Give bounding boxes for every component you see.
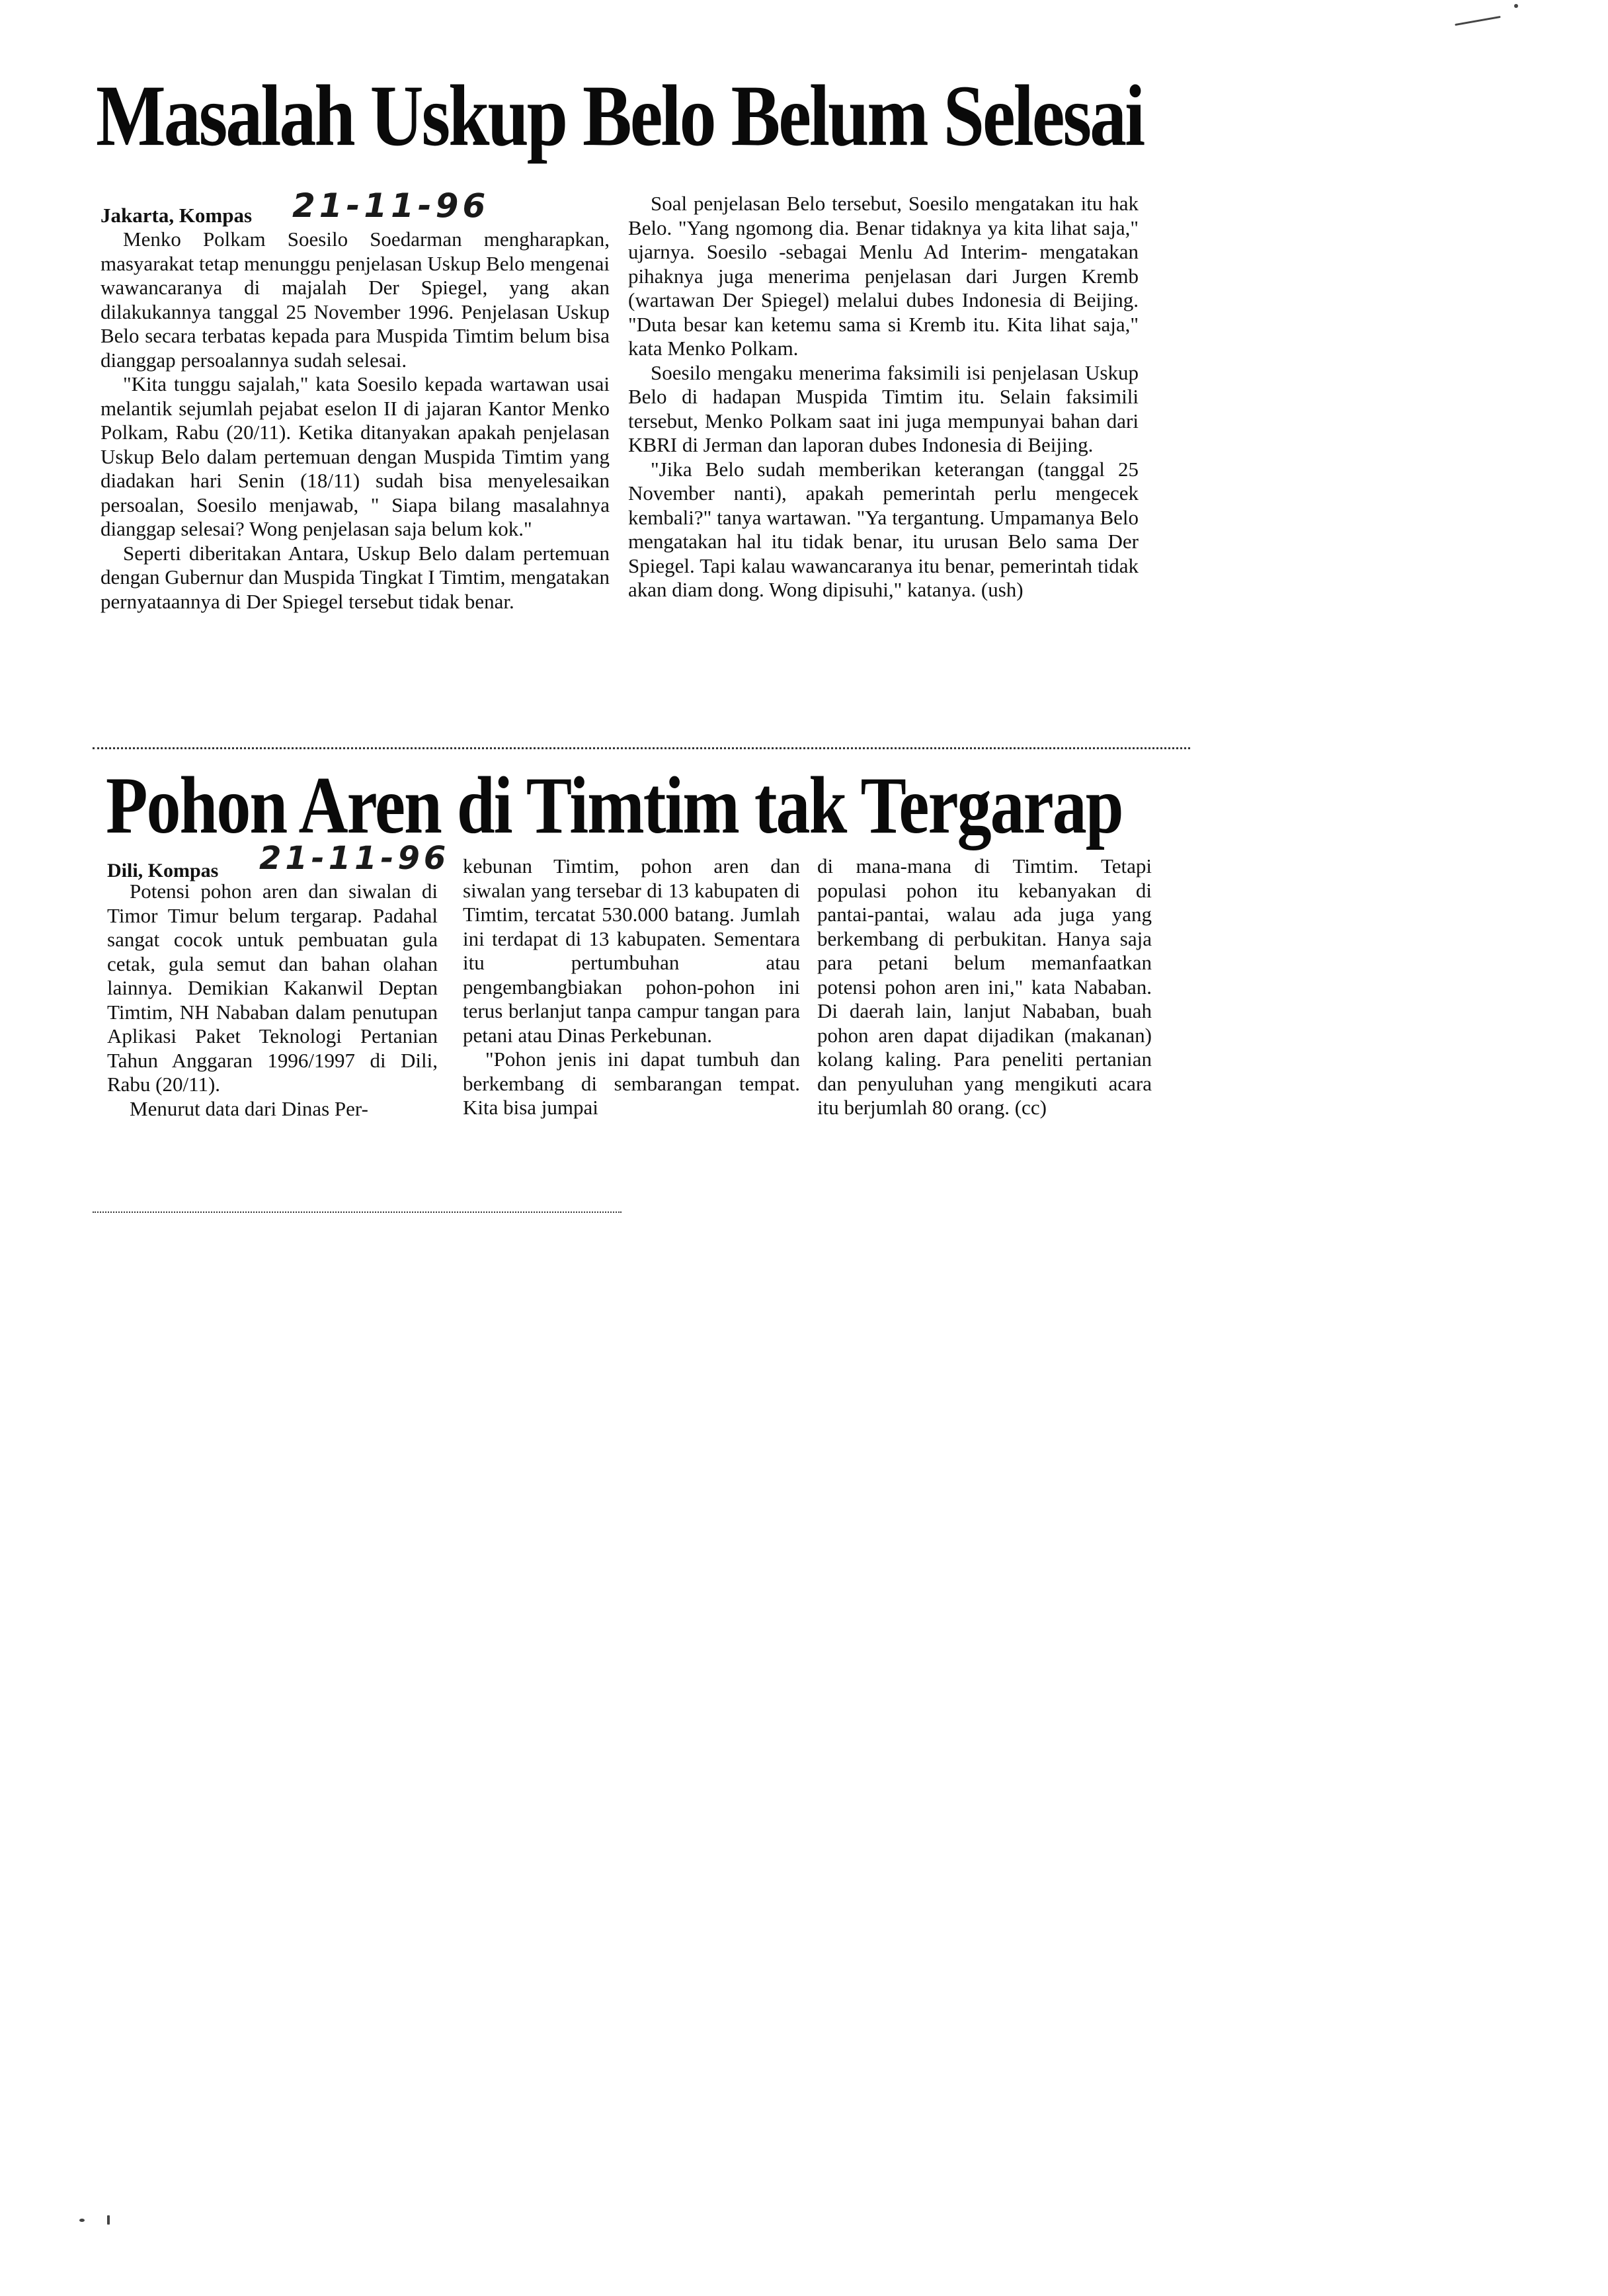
paragraph: Soesilo mengaku menerima faksimili isi penjelasan Uskup Belo di hadapan Muspida Timtim itu. Selain faksimili tersebut, Menko Polkam saat ini juga mempunyai bahan dari KBRI di Jerman dan laporan dubes Indonesia di Beijing.	[628, 360, 1139, 456]
handwritten-date: 21-11-96	[259, 840, 450, 877]
paragraph: kebunan Timtim, pohon aren dan siwalan yang tersebar di 13 kabupaten di Timtim, tercatat 530.000 batang. Jumlah ini terdapat di 13 kabupaten. Sementara itu pertumbuhan atau pengembangbiakan pohon-pohon ini terus berlanjut tanpa campur tangan para petani atau Dinas Perkebunan.	[463, 854, 800, 1047]
paragraph: "Jika Belo sudah memberikan keterangan (tanggal 25 November nanti), apakah pemerintah perlu mengecek kembali?" tanya wartawan. "Ya tergantung. Umpamanya Belo mengatakan hal itu tidak benar, itu urusan Belo sama Der Spiegel. Tapi kalau wawancaranya itu benar, pemerintah tidak akan diam dong. Wong dipisuhi," katanya. (ush)	[628, 457, 1139, 601]
article-column	[107, 880, 438, 1121]
scan-mark	[1455, 16, 1500, 26]
article-headline: Pohon Aren di Timtim tak Tergarap	[106, 760, 1123, 851]
paragraph: Menko Polkam Soesilo Soedarman mengharapkan, masyarakat tetap menunggu penjelasan Uskup Belo mengenai wawancaranya di majalah Der Spiegel, yang akan dilakukannya tanggal 25 November 1996. Penjelasan Uskup Belo secara terbatas kepada para Muspida Timtim belum bisa dianggap persoalannya sudah selesai.	[100, 227, 610, 372]
divider	[93, 747, 1190, 749]
dateline: Jakarta, Kompas	[100, 204, 253, 227]
scan-speck	[1514, 4, 1518, 8]
scan-speck	[107, 2215, 110, 2225]
article-column	[463, 854, 800, 1120]
divider	[93, 1211, 622, 1213]
article-column	[817, 854, 1152, 1120]
dateline-row	[107, 840, 451, 880]
paragraph: di mana-mana di Timtim. Tetapi populasi pohon itu kebanyakan di pantai-pantai, walau ada juga yang berkembang di perbukitan. Hanya saja para petani belum memanfaatkan potensi pohon aren ini," kata Nababan. Di daerah lain, lanjut Nababan, buah pohon aren dapat dijadikan (makanan) kolang kaling. Para peneliti pertanian dan penyuluhan yang mengikuti acara itu berjumlah 80 orang. (cc)	[817, 854, 1152, 1119]
article-column	[628, 192, 1139, 602]
paragraph: Seperti diberitakan Antara, Uskup Belo dalam pertemuan dengan Gubernur dan Muspida Tingkat I Timtim, mengatakan pernyataannya di Der Spiegel tersebut tidak benar.	[100, 541, 610, 613]
scan-speck	[79, 2219, 85, 2222]
paragraph: "Pohon jenis ini dapat tumbuh dan berkembang di sembarangan tempat. Kita bisa jumpai	[463, 1047, 800, 1119]
article-column	[100, 227, 610, 614]
paragraph: Menurut data dari Dinas Per-	[130, 1096, 368, 1120]
paragraph: Soal penjelasan Belo tersebut, Soesilo mengatakan itu hak Belo. "Yang ngomong dia. Benar tidaknya ya kita lihat saja," ujarnya. Soesilo -sebagai Menlu Ad Interim- mengatakan pihaknya juga menerima penjelasan dari Jurgen Kremb (wartawan Der Spiegel) melalui dubes Indonesia di Beijing. "Duta besar kan ketemu sama si Kremb itu. Kita lihat saja," kata Menko Polkam.	[628, 192, 1139, 360]
dateline-row	[100, 186, 616, 230]
paragraph: "Kita tunggu sajalah," kata Soesilo kepada wartawan usai melantik sejumlah pejabat eselon II di jajaran Kantor Menko Polkam, Rabu (20/11). Ketika ditanyakan apakah penjelasan Uskup Belo dalam pertemuan dengan Muspida Timtim yang diadakan hari Senin (18/11) sudah bisa menyelesaikan persoalan, Soesilo menjawab, " Siapa bilang masalahnya dianggap selesai? Wong penjelasan saja belum kok."	[100, 372, 610, 540]
article-headline: Masalah Uskup Belo Belum Selesai	[96, 67, 1144, 165]
paragraph: Potensi pohon aren dan siwalan di Timor Timur belum tergarap. Padahal sangat cocok untuk pembuatan gula cetak, gula semut dan bahan olahan lainnya. Demikian Kakanwil Deptan Timtim, NH Nababan dalam penutupan Aplikasi Paket Teknologi Pertanian Tahun Anggaran 1996/1997 di Dili, Rabu (20/11).	[107, 880, 438, 1096]
dateline: Dili, Kompas	[107, 860, 219, 882]
handwritten-date: 21-11-96	[292, 186, 490, 225]
